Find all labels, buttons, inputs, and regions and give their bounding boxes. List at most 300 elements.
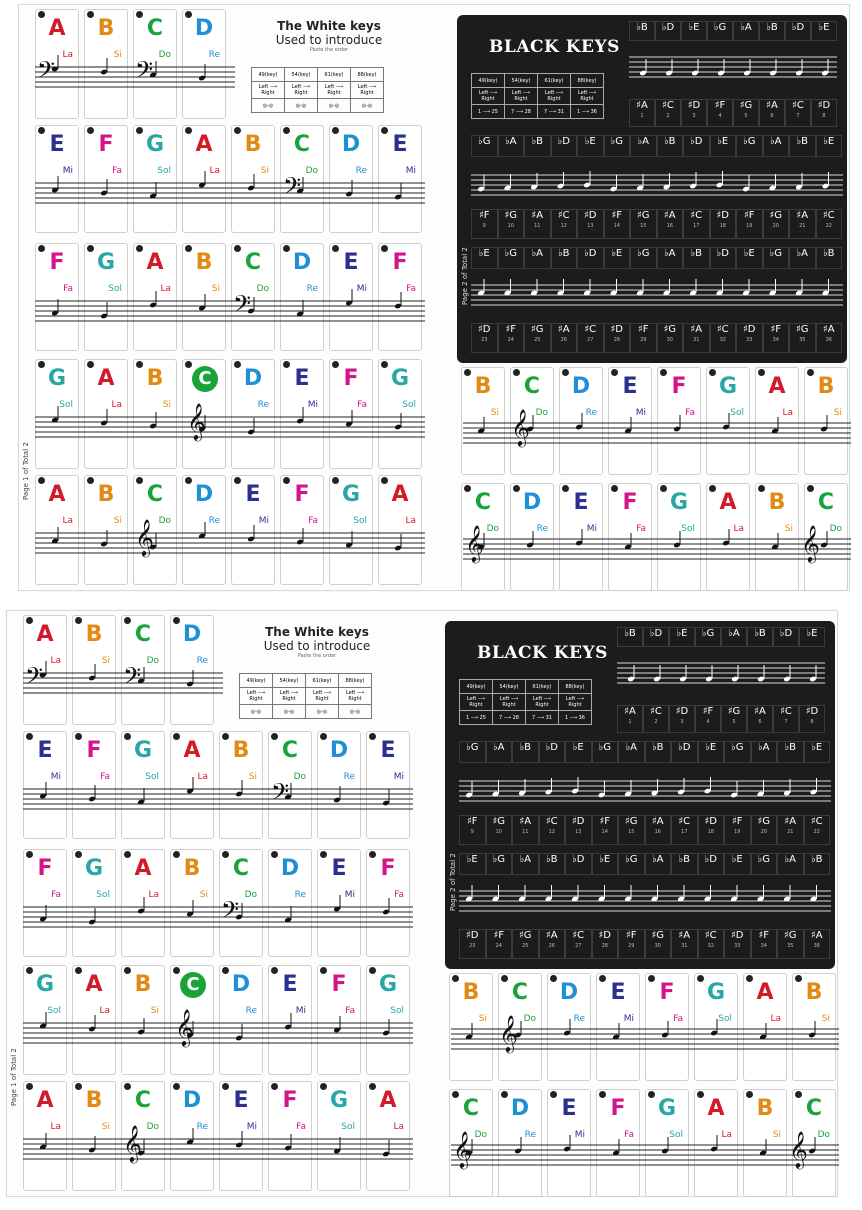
black-key-sticker[interactable]: [539, 815, 566, 845]
black-key-sticker[interactable]: ♭E: [681, 21, 707, 41]
white-key-sticker[interactable]: [84, 243, 128, 351]
white-key-sticker[interactable]: [366, 1081, 410, 1191]
key-letter: D: [243, 366, 263, 391]
black-key-sticker[interactable]: [657, 323, 684, 353]
black-key-sticker[interactable]: [512, 929, 539, 959]
white-key-sticker[interactable]: [170, 615, 214, 725]
key-letter: F: [380, 856, 396, 881]
black-key-sticker[interactable]: ♭D: [643, 627, 669, 647]
black-key-sticker[interactable]: [799, 705, 825, 733]
black-key-sticker[interactable]: [811, 99, 837, 127]
key-letter: D: [194, 482, 214, 507]
white-key-sticker[interactable]: [317, 731, 361, 839]
black-key-sticker[interactable]: ♭B: [759, 21, 785, 41]
white-key-sticker[interactable]: [317, 1081, 361, 1191]
black-key-sticker[interactable]: [524, 135, 551, 157]
black-key-sticker[interactable]: [683, 323, 710, 353]
black-key-sticker[interactable]: [751, 853, 778, 875]
black-key-sticker[interactable]: [471, 323, 498, 353]
black-key-sticker[interactable]: [645, 815, 672, 845]
white-key-sticker[interactable]: [170, 849, 214, 957]
black-key-name: ♭G: [743, 136, 756, 147]
black-key-sticker[interactable]: [751, 741, 778, 763]
white-key-sticker[interactable]: [23, 965, 67, 1075]
white-key-sticker[interactable]: [84, 9, 128, 119]
black-key-sticker[interactable]: [710, 135, 737, 157]
black-key-sticker[interactable]: [736, 135, 763, 157]
black-key-sticker[interactable]: [471, 209, 498, 239]
black-key-sticker[interactable]: [604, 323, 631, 353]
sticker-sheet-bottom: [6, 610, 838, 1197]
white-key-sticker[interactable]: [219, 1081, 263, 1191]
white-key-sticker[interactable]: [378, 359, 422, 469]
black-key-sticker[interactable]: [604, 135, 631, 157]
white-key-sticker[interactable]: [121, 849, 165, 957]
key-solfege: Re: [196, 1122, 208, 1132]
black-key-sticker[interactable]: [486, 741, 513, 763]
black-key-sticker[interactable]: [698, 929, 725, 959]
black-key-sticker[interactable]: ♭E: [811, 21, 837, 41]
black-key-sticker[interactable]: [524, 323, 551, 353]
white-key-sticker[interactable]: [329, 475, 373, 585]
black-key-sticker[interactable]: [577, 247, 604, 269]
black-key-sticker[interactable]: [736, 209, 763, 239]
key-solfege: Fa: [685, 408, 695, 418]
black-key-sticker[interactable]: ♭G: [707, 21, 733, 41]
key-solfege: Fa: [636, 524, 646, 534]
black-key-name: ♭D: [690, 136, 703, 147]
white-key-sticker[interactable]: [35, 359, 79, 469]
key-solfege: Re: [196, 656, 208, 666]
white-key-sticker[interactable]: [231, 359, 275, 469]
black-key-name: ♯A: [531, 210, 544, 221]
black-key-sticker[interactable]: [629, 99, 655, 127]
black-key-sticker[interactable]: [683, 135, 710, 157]
black-key-sticker[interactable]: [789, 323, 816, 353]
white-key-sticker[interactable]: [280, 243, 324, 351]
black-key-name: ♭B: [822, 248, 835, 259]
white-key-sticker[interactable]: [72, 849, 116, 957]
key-letter: B: [85, 622, 103, 647]
black-keys-staff: [471, 173, 843, 203]
key-letter: E: [49, 132, 65, 157]
black-key-sticker[interactable]: [630, 135, 657, 157]
black-key-sticker[interactable]: [671, 853, 698, 875]
black-key-sticker[interactable]: [736, 247, 763, 269]
key-letter: A: [183, 738, 201, 763]
black-key-sticker[interactable]: [733, 99, 759, 127]
key-letter: E: [245, 482, 261, 507]
black-key-name: ♯A: [754, 706, 766, 717]
white-key-sticker[interactable]: [72, 1081, 116, 1191]
black-key-name: ♯C: [822, 210, 835, 221]
white-key-sticker[interactable]: [317, 849, 361, 957]
key-solfege: Si: [211, 284, 220, 294]
black-key-name: ♯F: [599, 816, 611, 827]
white-key-sticker[interactable]: [329, 359, 373, 469]
table-row: [472, 105, 604, 119]
direction-cell: Left ⟶ Right: [252, 82, 285, 99]
white-key-sticker[interactable]: [121, 965, 165, 1075]
black-key-sticker[interactable]: [617, 705, 643, 733]
black-key-sticker[interactable]: [551, 135, 578, 157]
key-letter: D: [292, 250, 312, 275]
white-key-sticker[interactable]: [182, 9, 226, 119]
black-key-sticker[interactable]: [777, 929, 804, 959]
white-key-sticker[interactable]: [378, 125, 422, 233]
key-letter: F: [610, 1096, 626, 1121]
black-key-name: ♯A: [810, 930, 823, 941]
black-key-index: 36: [825, 337, 832, 343]
black-key-sticker[interactable]: [773, 705, 799, 733]
black-key-sticker[interactable]: ♭B: [747, 627, 773, 647]
black-key-sticker[interactable]: [777, 741, 804, 763]
black-key-index: 6: [770, 113, 774, 119]
white-key-sticker[interactable]: [268, 849, 312, 957]
black-key-sticker[interactable]: [785, 99, 811, 127]
black-key-name: ♯D: [704, 816, 718, 827]
black-key-sticker[interactable]: [645, 741, 672, 763]
black-key-sticker[interactable]: [471, 247, 498, 269]
key-solfege: La: [405, 516, 416, 526]
black-key-name: ♯F: [770, 324, 782, 335]
black-key-sticker[interactable]: [551, 247, 578, 269]
black-key-sticker[interactable]: [710, 209, 737, 239]
table-row: [240, 705, 372, 719]
white-key-sticker[interactable]: [23, 731, 67, 839]
white-key-sticker[interactable]: [72, 731, 116, 839]
black-key-sticker[interactable]: [657, 135, 684, 157]
white-key-sticker[interactable]: [378, 243, 422, 351]
black-key-sticker[interactable]: [710, 247, 737, 269]
white-key-sticker[interactable]: [133, 359, 177, 469]
black-key-sticker[interactable]: [816, 209, 843, 239]
black-key-sticker[interactable]: [763, 247, 790, 269]
black-key-name: ♯D: [742, 324, 756, 335]
black-key-sticker[interactable]: [618, 853, 645, 875]
black-key-sticker[interactable]: [592, 815, 619, 845]
black-key-sticker[interactable]: [681, 99, 707, 127]
key-solfege: Si: [101, 656, 110, 666]
black-key-sticker[interactable]: [618, 929, 645, 959]
key-letter: A: [146, 250, 164, 275]
black-key-name: ♯F: [493, 930, 505, 941]
black-key-sticker[interactable]: [804, 741, 831, 763]
black-key-sticker[interactable]: ♭E: [799, 627, 825, 647]
black-key-sticker[interactable]: [710, 323, 737, 353]
black-key-sticker[interactable]: [565, 815, 592, 845]
black-key-sticker[interactable]: [592, 741, 619, 763]
black-key-name: ♯C: [662, 100, 674, 111]
black-key-sticker[interactable]: [630, 247, 657, 269]
black-key-sticker[interactable]: [789, 209, 816, 239]
white-key-sticker[interactable]: [378, 475, 422, 585]
key-letter: G: [35, 972, 55, 997]
black-key-sticker[interactable]: [655, 99, 681, 127]
black-key-sticker[interactable]: [645, 853, 672, 875]
key-letter: D: [280, 856, 300, 881]
white-key-sticker[interactable]: [280, 475, 324, 585]
black-key-sticker[interactable]: [724, 815, 751, 845]
black-key-sticker[interactable]: [643, 705, 669, 733]
black-key-index: 31: [681, 943, 688, 949]
black-key-name: ♭B: [690, 248, 703, 259]
black-key-index: 25: [534, 337, 541, 343]
black-key-sticker[interactable]: [577, 135, 604, 157]
black-key-sticker[interactable]: [565, 853, 592, 875]
treble-clef-icon: 𝄞: [175, 1008, 194, 1046]
black-key-sticker[interactable]: [486, 853, 513, 875]
white-key-sticker[interactable]: [84, 125, 128, 233]
black-key-sticker[interactable]: [512, 853, 539, 875]
start-cell: ◎-◎: [318, 99, 351, 113]
black-key-sticker[interactable]: [512, 741, 539, 763]
white-key-sticker[interactable]: [133, 125, 177, 233]
black-key-sticker[interactable]: ♭G: [695, 627, 721, 647]
black-key-sticker[interactable]: ♭B: [617, 627, 643, 647]
key-solfege: Mi: [574, 1130, 585, 1140]
white-key-sticker[interactable]: [366, 849, 410, 957]
black-key-sticker[interactable]: [524, 209, 551, 239]
black-key-sticker[interactable]: [459, 853, 486, 875]
key-solfege: Mi: [623, 1014, 634, 1024]
key-solfege: Do: [146, 1122, 159, 1132]
white-key-sticker[interactable]: [133, 243, 177, 351]
page-label-left: Page 1 of Total 2: [10, 1048, 18, 1106]
black-key-sticker[interactable]: [721, 705, 747, 733]
black-key-sticker[interactable]: ♭D: [773, 627, 799, 647]
black-key-sticker[interactable]: [698, 853, 725, 875]
black-key-sticker[interactable]: [671, 741, 698, 763]
white-key-sticker[interactable]: [23, 849, 67, 957]
black-key-sticker[interactable]: [724, 853, 751, 875]
black-key-name: ♭B: [557, 248, 570, 259]
black-key-sticker[interactable]: [498, 247, 525, 269]
key-solfege: Do: [535, 408, 548, 418]
black-key-sticker[interactable]: [736, 323, 763, 353]
white-key-sticker[interactable]: [182, 475, 226, 585]
key-solfege: Sol: [669, 1130, 683, 1140]
black-key-sticker[interactable]: [763, 209, 790, 239]
white-key-sticker[interactable]: [231, 475, 275, 585]
key-solfege: Re: [306, 284, 318, 294]
key-letter: D: [194, 16, 214, 41]
start-cell: ◎-◎: [252, 99, 285, 113]
black-key-sticker[interactable]: [747, 705, 773, 733]
black-key-index: 4: [706, 719, 710, 725]
white-key-sticker[interactable]: [231, 125, 275, 233]
black-key-sticker[interactable]: [604, 209, 631, 239]
black-key-sticker[interactable]: [512, 815, 539, 845]
black-key-name: ♯A: [545, 930, 558, 941]
black-key-sticker[interactable]: ♭D: [785, 21, 811, 41]
treble-clef-icon: 𝄞: [499, 1014, 518, 1052]
black-key-sticker[interactable]: [486, 815, 513, 845]
black-key-sticker[interactable]: [459, 741, 486, 763]
black-key-name: ♭G: [637, 248, 650, 259]
key-solfege: Si: [248, 772, 257, 782]
key-solfege: Do: [817, 1130, 830, 1140]
black-key-sticker[interactable]: [524, 247, 551, 269]
black-key-sticker[interactable]: [683, 209, 710, 239]
white-key-sticker[interactable]: [268, 965, 312, 1075]
white-key-sticker[interactable]: [170, 1081, 214, 1191]
key-letter: A: [97, 366, 115, 391]
black-key-sticker[interactable]: [751, 815, 778, 845]
key-solfege: Sol: [353, 516, 367, 526]
black-key-sticker[interactable]: [459, 815, 486, 845]
black-key-sticker[interactable]: [539, 929, 566, 959]
white-key-sticker[interactable]: [366, 965, 410, 1075]
black-key-sticker[interactable]: [707, 99, 733, 127]
black-key-sticker[interactable]: [565, 741, 592, 763]
black-key-sticker[interactable]: [671, 929, 698, 959]
black-key-sticker[interactable]: [671, 815, 698, 845]
black-key-sticker[interactable]: [777, 853, 804, 875]
key-solfege: Fa: [357, 400, 367, 410]
key-solfege: Si: [150, 1006, 159, 1016]
black-key-sticker[interactable]: [459, 929, 486, 959]
black-key-sticker[interactable]: [630, 323, 657, 353]
black-key-name: ♯D: [817, 100, 831, 111]
black-key-sticker[interactable]: [816, 135, 843, 157]
black-key-sticker[interactable]: [763, 135, 790, 157]
key-solfege: Mi: [246, 1122, 257, 1132]
key-solfege: Do: [305, 166, 318, 176]
black-key-sticker[interactable]: ♭B: [629, 21, 655, 41]
black-key-sticker[interactable]: [683, 247, 710, 269]
key-letter: G: [706, 980, 726, 1005]
black-key-sticker[interactable]: [604, 247, 631, 269]
white-key-sticker[interactable]: [84, 475, 128, 585]
white-key-sticker[interactable]: [35, 475, 79, 585]
black-key-sticker[interactable]: [539, 741, 566, 763]
black-key-sticker[interactable]: [698, 741, 725, 763]
white-key-sticker[interactable]: [219, 731, 263, 839]
black-key-sticker[interactable]: [759, 99, 785, 127]
black-key-sticker[interactable]: [724, 741, 751, 763]
black-key-name: ♭A: [504, 136, 517, 147]
white-key-sticker[interactable]: [329, 125, 373, 233]
black-key-name: ♭G: [625, 854, 638, 865]
white-key-sticker[interactable]: [317, 965, 361, 1075]
black-key-sticker[interactable]: [630, 209, 657, 239]
black-key-index: 20: [760, 829, 767, 835]
black-key-sticker[interactable]: [695, 705, 721, 733]
black-key-name: ♭G: [769, 248, 782, 259]
black-key-sticker[interactable]: [539, 853, 566, 875]
black-key-sticker[interactable]: [618, 815, 645, 845]
key-solfege: Fa: [308, 516, 318, 526]
black-key-sticker[interactable]: [669, 705, 695, 733]
black-key-name: ♯C: [780, 706, 792, 717]
key-solfege: La: [770, 1014, 781, 1024]
black-key-name: ♯F: [611, 210, 623, 221]
black-key-sticker[interactable]: [751, 929, 778, 959]
black-key-sticker[interactable]: [657, 247, 684, 269]
key-solfege: Si: [162, 400, 171, 410]
direction-cell: Left ⟶ Right: [339, 688, 372, 705]
black-key-name: ♯D: [477, 324, 491, 335]
black-key-sticker[interactable]: [551, 323, 578, 353]
white-key-sticker[interactable]: [72, 965, 116, 1075]
black-key-sticker[interactable]: [816, 247, 843, 269]
white-key-sticker[interactable]: [35, 125, 79, 233]
white-key-sticker[interactable]: [121, 731, 165, 839]
white-key-sticker[interactable]: [182, 125, 226, 233]
size-cell: 54(key): [273, 674, 306, 688]
white-key-sticker[interactable]: [366, 731, 410, 839]
black-key-name: ♭E: [717, 136, 729, 147]
black-key-sticker[interactable]: [498, 209, 525, 239]
black-key-sticker[interactable]: [471, 135, 498, 157]
black-key-sticker[interactable]: [698, 815, 725, 845]
black-key-sticker[interactable]: [763, 323, 790, 353]
black-key-sticker[interactable]: ♭A: [721, 627, 747, 647]
black-key-sticker[interactable]: [592, 929, 619, 959]
white-key-sticker[interactable]: [219, 965, 263, 1075]
black-key-sticker[interactable]: ♭E: [669, 627, 695, 647]
black-key-sticker[interactable]: [804, 929, 831, 959]
black-key-sticker[interactable]: [657, 209, 684, 239]
white-key-sticker[interactable]: [280, 359, 324, 469]
black-key-sticker[interactable]: [486, 929, 513, 959]
bass-clef-icon: 𝄢: [25, 662, 44, 695]
black-key-sticker[interactable]: [789, 247, 816, 269]
black-key-sticker[interactable]: ♭A: [733, 21, 759, 41]
black-key-name: ♭A: [519, 854, 532, 865]
black-key-sticker[interactable]: [804, 853, 831, 875]
black-key-sticker[interactable]: [577, 323, 604, 353]
table-row: [472, 74, 604, 88]
intro-heading: The White keys: [277, 19, 381, 33]
white-key-sticker[interactable]: [35, 243, 79, 351]
white-key-sticker[interactable]: [170, 731, 214, 839]
black-key-name: ♯G: [727, 706, 741, 717]
black-key-sticker[interactable]: ♭D: [655, 21, 681, 41]
white-key-sticker[interactable]: [23, 1081, 67, 1191]
white-key-sticker[interactable]: [72, 615, 116, 725]
direction-cell: Left ⟶ Right: [493, 694, 526, 711]
white-key-sticker[interactable]: [268, 1081, 312, 1191]
key-letter: C: [293, 132, 311, 157]
black-key-name: ♭D: [716, 248, 729, 259]
black-key-sticker[interactable]: [577, 209, 604, 239]
key-solfege: Fa: [51, 890, 61, 900]
black-key-sticker[interactable]: [551, 209, 578, 239]
white-key-sticker[interactable]: [84, 359, 128, 469]
music-staff: [451, 1143, 839, 1173]
black-key-index: 14: [601, 829, 608, 835]
white-key-sticker[interactable]: [329, 243, 373, 351]
start-cell: ◎-◎: [240, 705, 273, 719]
black-key-sticker[interactable]: [618, 741, 645, 763]
black-key-sticker[interactable]: [592, 853, 619, 875]
black-key-sticker[interactable]: [816, 323, 843, 353]
black-key-name: ♯F: [466, 816, 478, 827]
black-key-sticker[interactable]: [804, 815, 831, 845]
black-key-sticker[interactable]: [565, 929, 592, 959]
black-key-sticker[interactable]: [498, 135, 525, 157]
key-solfege: La: [733, 524, 744, 534]
black-key-sticker[interactable]: [724, 929, 751, 959]
black-key-sticker[interactable]: [789, 135, 816, 157]
white-key-sticker[interactable]: [182, 243, 226, 351]
black-key-sticker[interactable]: [777, 815, 804, 845]
black-key-index: 35: [799, 337, 806, 343]
black-key-sticker[interactable]: [498, 323, 525, 353]
black-key-sticker[interactable]: [645, 929, 672, 959]
